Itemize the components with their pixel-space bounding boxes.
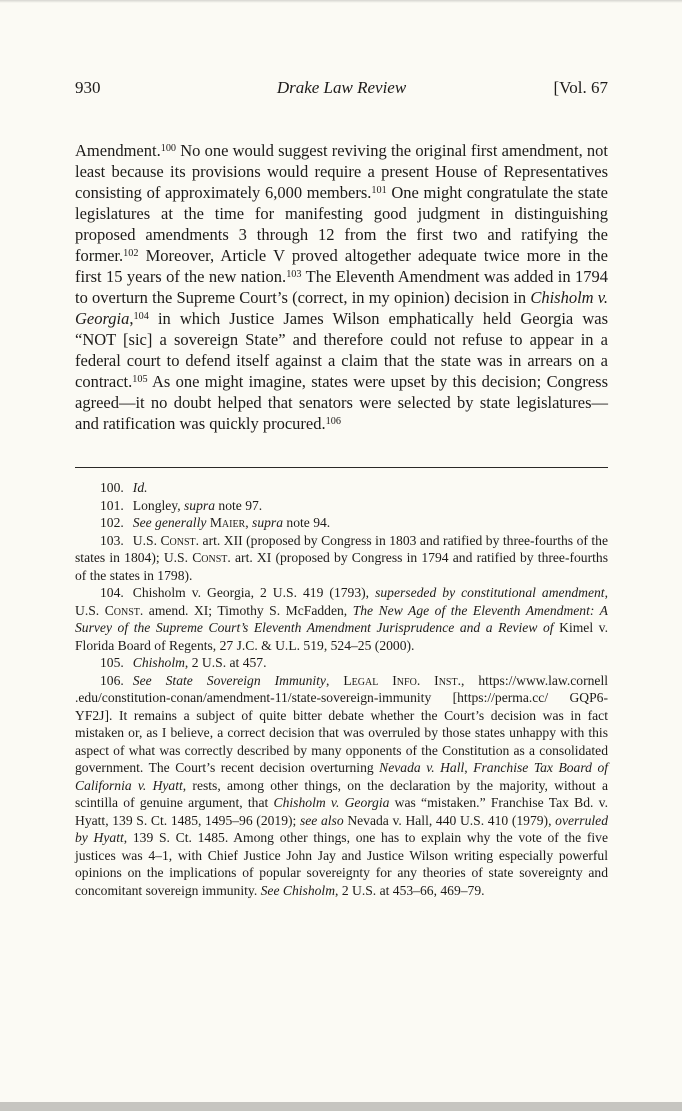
text-segment: in which Justice James Wilson emphatically held Georgia was “NOT [sic] a sovereign State” and therefore could not refuse to appear in a federal court to defend itself against a claim that the state was in arrears on a contract. (75, 309, 608, 391)
text-segment: Moreover, Article V proved altogether adequate twice more in the first 15 years of the new nation. (75, 246, 608, 286)
text-segment: amend. XI; Timothy S. McFadden, (143, 602, 353, 618)
text-segment: Const. (104, 602, 144, 618)
footnote-number: 105. (100, 655, 124, 670)
footnotes-section (75, 479, 608, 899)
text-segment: art. XII (proposed by Congress in 1803 and ratified by three-fourths of the states in 1804); U.S. (75, 532, 608, 565)
scan-edge-top (0, 0, 682, 3)
body-paragraph (75, 140, 608, 434)
text-segment: Amendment. (75, 141, 161, 160)
footnote-ref: 100 (160, 143, 177, 155)
text-segment: see also (299, 812, 344, 828)
footnote-ref: 103 (286, 269, 302, 281)
text-segment: See Chisholm (260, 882, 336, 898)
text-segment: Id. (132, 480, 148, 495)
text-segment: As one might imagine, states were upset by this decision; Congress agreed—it no doubt helped that senators were selected by state legislatures—and ratification was quickly procured. (75, 372, 608, 433)
text-segment: supra (252, 515, 284, 530)
text-segment: Longley, (132, 497, 185, 513)
footnote-ref: 106 (325, 416, 341, 428)
text-segment: , (325, 672, 344, 688)
footnote-number: 102. (100, 515, 124, 530)
text-segment: superseded by constitutional amendment (375, 585, 605, 600)
text-segment: , rests, among other things, on the declaration by the majority, without a scintilla of genuine argument, that (75, 777, 608, 810)
journal-title: Drake Law Review (276, 78, 407, 97)
text-segment: U.S. (132, 532, 161, 548)
text-segment: Chisholm v. Georgia (273, 795, 390, 810)
text-segment: Chisholm (132, 655, 185, 670)
page-number: 930 (75, 78, 101, 97)
text-segment: , https://www.law.cornell .edu/constitution-conan/amendment-11/state-sovereign-immunity [https://perma.cc/ GQP6-YF2J]. It remains a subject of quite bitter debate whether the Court’s decision was in fact mistaken or, as I believe, a correct decision that was overruled by those states unhappy with this aspect of what was correctly described by many opponents of the Constitution as a consolidated government. The Court’s recent decision overturning (75, 672, 609, 775)
footnote-103 (75, 532, 608, 585)
text-segment: note 97. (215, 497, 263, 513)
text-segment: No one would suggest reviving the original first amendment, not least because its provisions would require a present House of Representatives consisting of approximately 6,000 members. (75, 141, 608, 202)
footnote-ref: 102 (123, 248, 139, 260)
footnote-ref: 104 (133, 311, 149, 323)
text-segment: , 139 S. Ct. 1485. Among other things, one has to explain why the vote of the five justices was 4–1, with Chief Justice John Jay and Justice Wilson writing especially powerful opinions on the implications of popular sovereignty for any theories of state sovereignty and concomitant sovereign immunity. (75, 830, 609, 898)
footnote-101 (75, 497, 608, 515)
footnote-102 (75, 514, 608, 532)
footnote-number: 101. (100, 497, 124, 513)
text-segment: note 94. (283, 515, 331, 530)
footnote-ref: 101 (371, 185, 387, 197)
text-segment: art. XI (proposed by Congress in 1794 and ratified by three-fourths of the states in 1798). (75, 550, 608, 583)
text-segment: , U.S. (75, 585, 608, 618)
text-segment: Nevada v. Hall (379, 760, 465, 775)
footnote-ref: 105 (132, 374, 148, 386)
text-segment: See generally (132, 515, 207, 530)
text-segment: Chisholm v. Georgia, 2 U.S. 419 (1793), (132, 585, 376, 600)
footnote-100 (75, 479, 608, 497)
footnote-number: 106. (100, 672, 124, 688)
text-segment: Kimel v. Florida Board of Regents, 27 J.C. & U.L. 519, 524–25 (2000). (75, 620, 608, 653)
text-segment: Chisholm v. Georgia (75, 288, 608, 328)
text-segment: Const. (160, 532, 200, 548)
volume-label: [Vol. 67 (553, 78, 608, 97)
text-segment: , (245, 515, 253, 530)
text-segment: The Eleventh Amendment was added in 1794 to overturn the Supreme Court’s (correct, in my opinion) decision in (75, 267, 609, 307)
scan-edge-bottom (0, 1102, 682, 1111)
text-segment: Const. (192, 550, 231, 565)
text-segment: supra (184, 497, 215, 513)
text-segment: was “mistaken.” Franchise Tax Bd. v. Hyatt, 139 S. Ct. 1485, 1495–96 (2019); (75, 795, 608, 828)
text-segment: Legal Info. Inst. (343, 672, 462, 688)
footnote-106 (75, 672, 608, 900)
footnote-105 (75, 654, 608, 672)
page-content (0, 140, 682, 899)
footnote-104 (75, 584, 608, 654)
footnote-separator (75, 467, 608, 468)
text-segment: , 2 U.S. at 453–66, 469–79. (335, 882, 485, 898)
footnote-number: 104. (100, 585, 124, 600)
text-segment: One might congratulate the state legislatures at the time for manifesting good judgment in distinguishing proposed amendments 3 through 12 from the first two and ratifying the former. (75, 183, 608, 265)
text-segment: , (464, 760, 474, 775)
text-segment: , (129, 309, 134, 328)
text-segment: Franchise Tax Board of California v. Hyatt (75, 760, 609, 793)
text-segment: Nevada v. Hall, 440 U.S. 410 (1979), (343, 812, 556, 828)
text-segment: overruled by Hyatt (75, 812, 608, 845)
text-segment: See State Sovereign Immunity (132, 672, 326, 688)
page-header (0, 0, 682, 98)
text-segment: The New Age of the Eleventh Amendment: A Survey of the Supreme Court’s Eleventh Amendment Jurisprudence and a Review of (75, 602, 608, 635)
footnote-number: 100. (100, 480, 124, 495)
text-segment: , 2 U.S. at 457. (184, 655, 267, 670)
footnote-number: 103. (100, 532, 124, 548)
text-segment: Maier (209, 515, 246, 530)
